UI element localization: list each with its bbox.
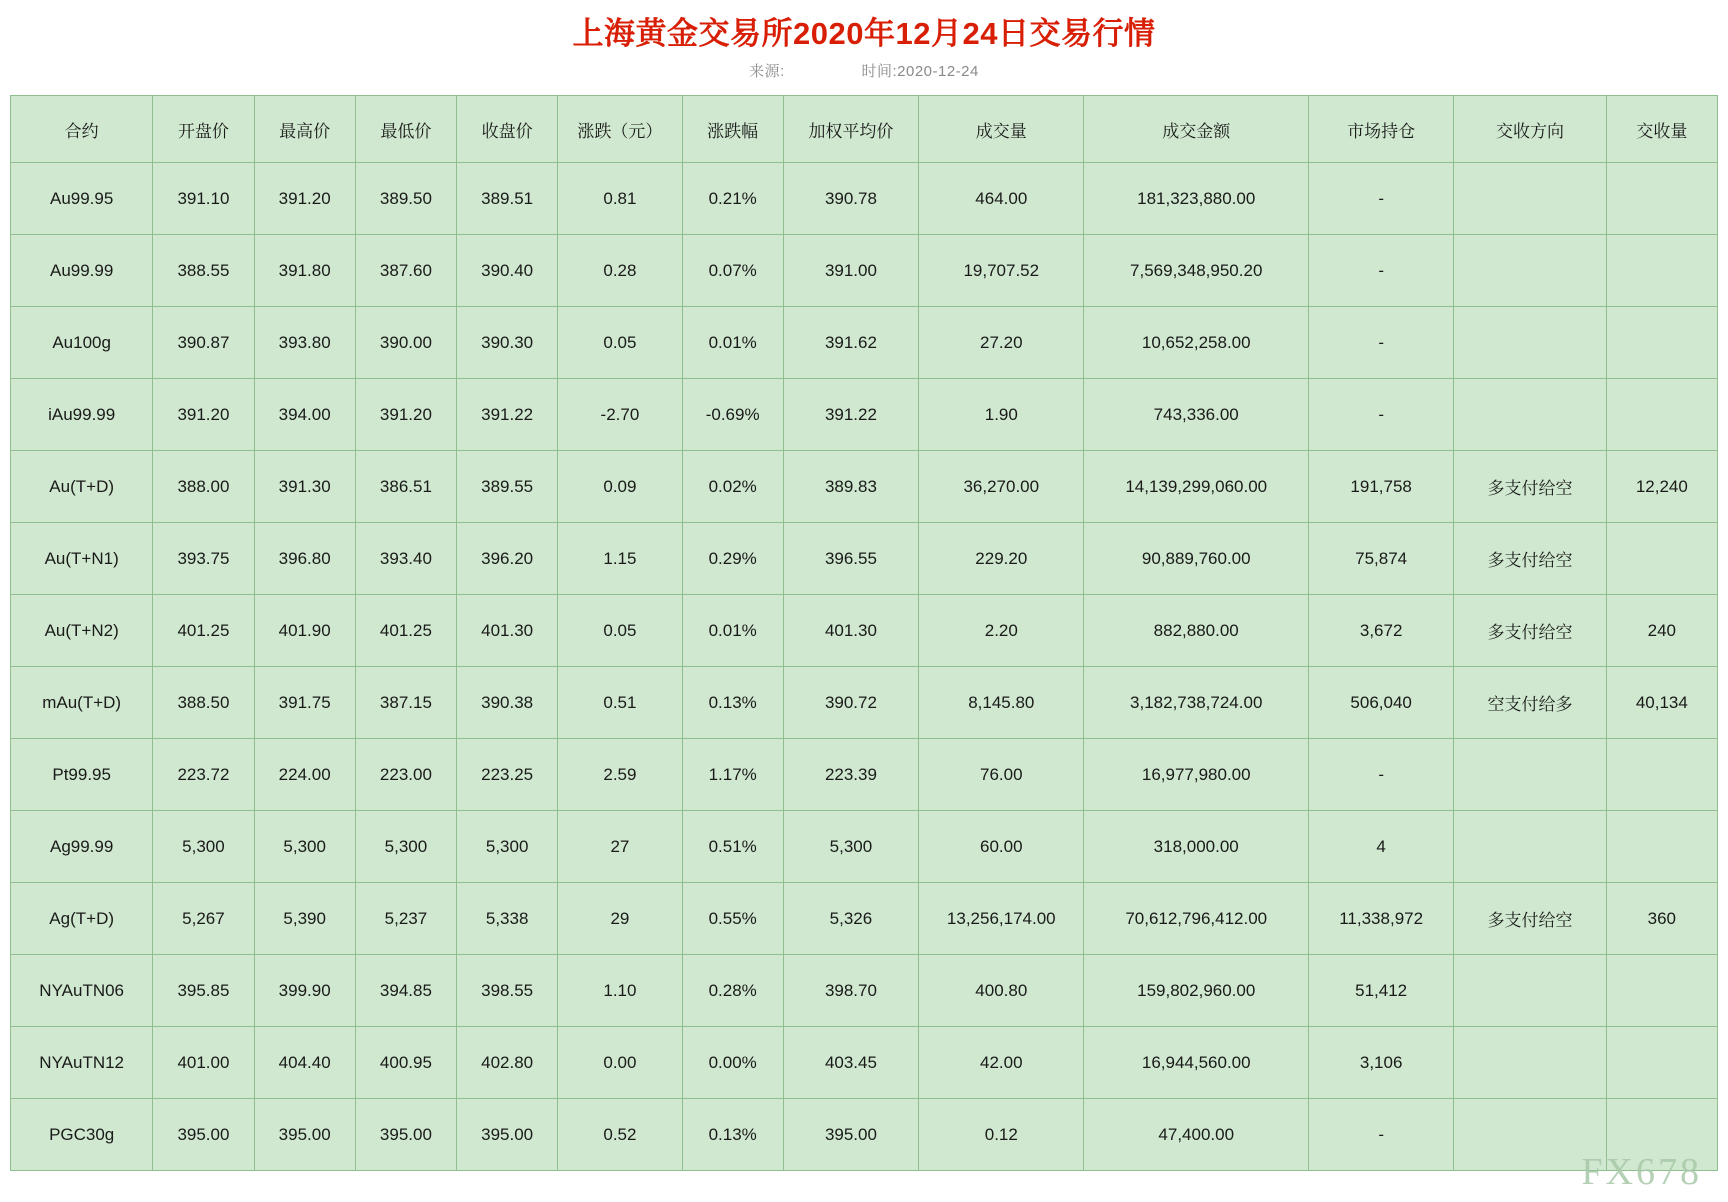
table-cell: 386.51 [355,451,456,523]
table-cell: 223.72 [153,739,254,811]
table-cell: 402.80 [457,1027,558,1099]
table-cell: 391.22 [457,379,558,451]
table-cell: 0.29% [682,523,783,595]
table-cell: 0.28 [558,235,682,307]
contract-cell: NYAuTN12 [11,1027,153,1099]
table-cell: 11,338,972 [1308,883,1453,955]
contract-cell: Ag99.99 [11,811,153,883]
column-header: 交收量 [1606,96,1717,163]
table-cell: 224.00 [254,739,355,811]
table-cell: - [1308,379,1453,451]
table-cell: 398.55 [457,955,558,1027]
table-cell: 390.40 [457,235,558,307]
table-cell [1454,379,1606,451]
table-row [11,379,1718,451]
table-cell: 多支付给空 [1454,451,1606,523]
table-cell: 229.20 [919,523,1084,595]
table-cell: 47,400.00 [1084,1099,1309,1171]
table-row [11,163,1718,235]
table-cell: - [1308,307,1453,379]
table-cell: 空支付给多 [1454,667,1606,739]
table-cell: 0.55% [682,883,783,955]
table-cell: 743,336.00 [1084,379,1309,451]
table-cell: 401.25 [355,595,456,667]
contract-cell: Ag(T+D) [11,883,153,955]
table-cell: 387.60 [355,235,456,307]
table-cell: 401.90 [254,595,355,667]
table-cell: 391.20 [355,379,456,451]
table-row [11,667,1718,739]
table-cell: 395.00 [783,1099,918,1171]
table-cell: 390.78 [783,163,918,235]
table-cell: 388.00 [153,451,254,523]
table-cell: 5,300 [355,811,456,883]
table-cell: 19,707.52 [919,235,1084,307]
table-cell: 1.10 [558,955,682,1027]
table-cell: 390.72 [783,667,918,739]
column-header: 涨跌幅 [682,96,783,163]
table-cell: 0.81 [558,163,682,235]
table-cell: 多支付给空 [1454,595,1606,667]
table-cell: 36,270.00 [919,451,1084,523]
table-cell: 0.28% [682,955,783,1027]
table-cell: 395.00 [355,1099,456,1171]
table-cell: 393.75 [153,523,254,595]
table-cell: 401.30 [783,595,918,667]
contract-cell: PGC30g [11,1099,153,1171]
table-cell: -0.69% [682,379,783,451]
table-cell: 5,300 [153,811,254,883]
table-cell: 389.55 [457,451,558,523]
table-cell: 8,145.80 [919,667,1084,739]
table-cell: 2.59 [558,739,682,811]
table-cell: 5,237 [355,883,456,955]
table-row [11,1027,1718,1099]
table-cell: 0.51% [682,811,783,883]
table-row [11,955,1718,1027]
contract-cell: Au99.95 [11,163,153,235]
table-cell: 0.05 [558,307,682,379]
column-header: 成交金额 [1084,96,1309,163]
table-cell [1606,523,1717,595]
table-cell: 391.30 [254,451,355,523]
table-row [11,523,1718,595]
contract-cell: Au(T+D) [11,451,153,523]
contract-cell: Au99.99 [11,235,153,307]
table-cell: 0.12 [919,1099,1084,1171]
table-cell: 389.50 [355,163,456,235]
table-cell: 0.52 [558,1099,682,1171]
table-cell: 396.80 [254,523,355,595]
table-cell: 391.20 [254,163,355,235]
table-cell: 391.22 [783,379,918,451]
table-row [11,235,1718,307]
table-cell: 16,977,980.00 [1084,739,1309,811]
table-cell: 4 [1308,811,1453,883]
table-cell: - [1308,235,1453,307]
table-cell: 389.83 [783,451,918,523]
table-cell: 398.70 [783,955,918,1027]
table-cell [1454,235,1606,307]
table-cell: 400.80 [919,955,1084,1027]
table-cell: 390.00 [355,307,456,379]
table-header-row [11,96,1718,163]
table-cell: 181,323,880.00 [1084,163,1309,235]
table-cell: 70,612,796,412.00 [1084,883,1309,955]
table-cell: 360 [1606,883,1717,955]
column-header: 合约 [11,96,153,163]
table-cell: 223.39 [783,739,918,811]
table-cell: 396.20 [457,523,558,595]
table-cell: 395.85 [153,955,254,1027]
table-cell: 882,880.00 [1084,595,1309,667]
table-cell: 12,240 [1606,451,1717,523]
table-cell: 388.55 [153,235,254,307]
table-cell: 391.75 [254,667,355,739]
table-cell [1454,307,1606,379]
table-cell: 390.30 [457,307,558,379]
column-header: 交收方向 [1454,96,1606,163]
table-cell [1454,163,1606,235]
table-cell [1454,1099,1606,1171]
table-cell: 391.20 [153,379,254,451]
table-cell: 394.00 [254,379,355,451]
table-cell: 399.90 [254,955,355,1027]
table-cell: - [1308,163,1453,235]
table-cell: 0.13% [682,1099,783,1171]
table-cell: 387.15 [355,667,456,739]
table-cell: - [1308,739,1453,811]
table-cell: 16,944,560.00 [1084,1027,1309,1099]
table-row [11,883,1718,955]
table-row [11,1099,1718,1171]
table-cell: -2.70 [558,379,682,451]
table-cell: 3,106 [1308,1027,1453,1099]
table-cell: 0.00 [558,1027,682,1099]
table-cell: 0.05 [558,595,682,667]
table-cell: 191,758 [1308,451,1453,523]
quotes-table-wrap [0,95,1728,1171]
column-header: 涨跌（元） [558,96,682,163]
contract-cell: Au100g [11,307,153,379]
column-header: 加权平均价 [783,96,918,163]
table-cell: 5,326 [783,883,918,955]
table-cell: 10,652,258.00 [1084,307,1309,379]
table-header [11,96,1718,163]
table-cell: 3,672 [1308,595,1453,667]
table-cell: - [1308,1099,1453,1171]
table-cell: 75,874 [1308,523,1453,595]
table-body [11,163,1718,1171]
page-title: 上海黄金交易所2020年12月24日交易行情 [572,16,1156,51]
table-cell: 391.80 [254,235,355,307]
table-cell: 395.00 [457,1099,558,1171]
table-cell: 318,000.00 [1084,811,1309,883]
table-cell: 5,267 [153,883,254,955]
table-cell: 5,390 [254,883,355,955]
table-row [11,451,1718,523]
contract-cell: mAu(T+D) [11,667,153,739]
table-cell [1454,955,1606,1027]
table-cell [1606,955,1717,1027]
table-cell: 5,300 [254,811,355,883]
table-cell: 多支付给空 [1454,523,1606,595]
table-cell: 90,889,760.00 [1084,523,1309,595]
table-cell: 2.20 [919,595,1084,667]
time-label: 时间:2020-12-24 [861,63,979,80]
table-cell: 159,802,960.00 [1084,955,1309,1027]
table-cell: 506,040 [1308,667,1453,739]
table-cell: 395.00 [254,1099,355,1171]
page-meta [0,56,1728,95]
table-cell: 393.80 [254,307,355,379]
table-cell: 401.30 [457,595,558,667]
table-cell [1606,811,1717,883]
table-cell: 13,256,174.00 [919,883,1084,955]
table-row [11,307,1718,379]
table-cell: 0.00% [682,1027,783,1099]
table-cell: 42.00 [919,1027,1084,1099]
table-cell: 395.00 [153,1099,254,1171]
table-cell: 1.15 [558,523,682,595]
table-cell: 401.00 [153,1027,254,1099]
table-cell: 0.09 [558,451,682,523]
watermark: FX678 [1581,1151,1702,1193]
column-header: 开盘价 [153,96,254,163]
table-cell: 0.07% [682,235,783,307]
table-cell: 404.40 [254,1027,355,1099]
table-cell: 389.51 [457,163,558,235]
source-label: 来源: [749,63,785,80]
table-cell: 0.01% [682,595,783,667]
table-cell: 391.62 [783,307,918,379]
table-cell [1606,1099,1717,1171]
column-header: 最低价 [355,96,456,163]
table-cell: 5,300 [457,811,558,883]
table-cell [1606,379,1717,451]
table-cell: 403.45 [783,1027,918,1099]
quotes-table [10,95,1718,1171]
table-cell [1454,1027,1606,1099]
table-cell: 390.87 [153,307,254,379]
table-cell: 223.25 [457,739,558,811]
table-cell [1606,1027,1717,1099]
table-cell: 27.20 [919,307,1084,379]
table-cell [1606,739,1717,811]
table-cell: 388.50 [153,667,254,739]
table-cell: 464.00 [919,163,1084,235]
table-cell: 1.90 [919,379,1084,451]
table-row [11,595,1718,667]
table-cell: 0.51 [558,667,682,739]
table-cell: 多支付给空 [1454,883,1606,955]
table-cell: 0.02% [682,451,783,523]
table-cell: 240 [1606,595,1717,667]
table-cell: 5,338 [457,883,558,955]
table-cell: 401.25 [153,595,254,667]
contract-cell: iAu99.99 [11,379,153,451]
table-cell: 0.13% [682,667,783,739]
table-cell: 391.10 [153,163,254,235]
table-cell: 29 [558,883,682,955]
table-cell: 0.01% [682,307,783,379]
table-cell: 60.00 [919,811,1084,883]
table-cell [1606,235,1717,307]
table-cell: 400.95 [355,1027,456,1099]
table-cell: 14,139,299,060.00 [1084,451,1309,523]
contract-cell: Au(T+N2) [11,595,153,667]
contract-cell: Pt99.95 [11,739,153,811]
column-header: 收盘价 [457,96,558,163]
table-cell [1454,811,1606,883]
table-cell [1454,739,1606,811]
table-cell: 51,412 [1308,955,1453,1027]
table-row [11,739,1718,811]
table-cell: 390.38 [457,667,558,739]
table-cell: 396.55 [783,523,918,595]
table-cell: 391.00 [783,235,918,307]
contract-cell: NYAuTN06 [11,955,153,1027]
table-cell: 394.85 [355,955,456,1027]
column-header: 最高价 [254,96,355,163]
column-header: 成交量 [919,96,1084,163]
table-cell: 76.00 [919,739,1084,811]
table-cell: 40,134 [1606,667,1717,739]
table-cell: 27 [558,811,682,883]
table-cell: 3,182,738,724.00 [1084,667,1309,739]
table-cell [1606,307,1717,379]
table-cell: 223.00 [355,739,456,811]
table-cell: 7,569,348,950.20 [1084,235,1309,307]
column-header: 市场持仓 [1308,96,1453,163]
table-cell: 5,300 [783,811,918,883]
table-cell: 393.40 [355,523,456,595]
table-cell: 0.21% [682,163,783,235]
table-cell [1606,163,1717,235]
table-cell: 1.17% [682,739,783,811]
table-row [11,811,1718,883]
contract-cell: Au(T+N1) [11,523,153,595]
